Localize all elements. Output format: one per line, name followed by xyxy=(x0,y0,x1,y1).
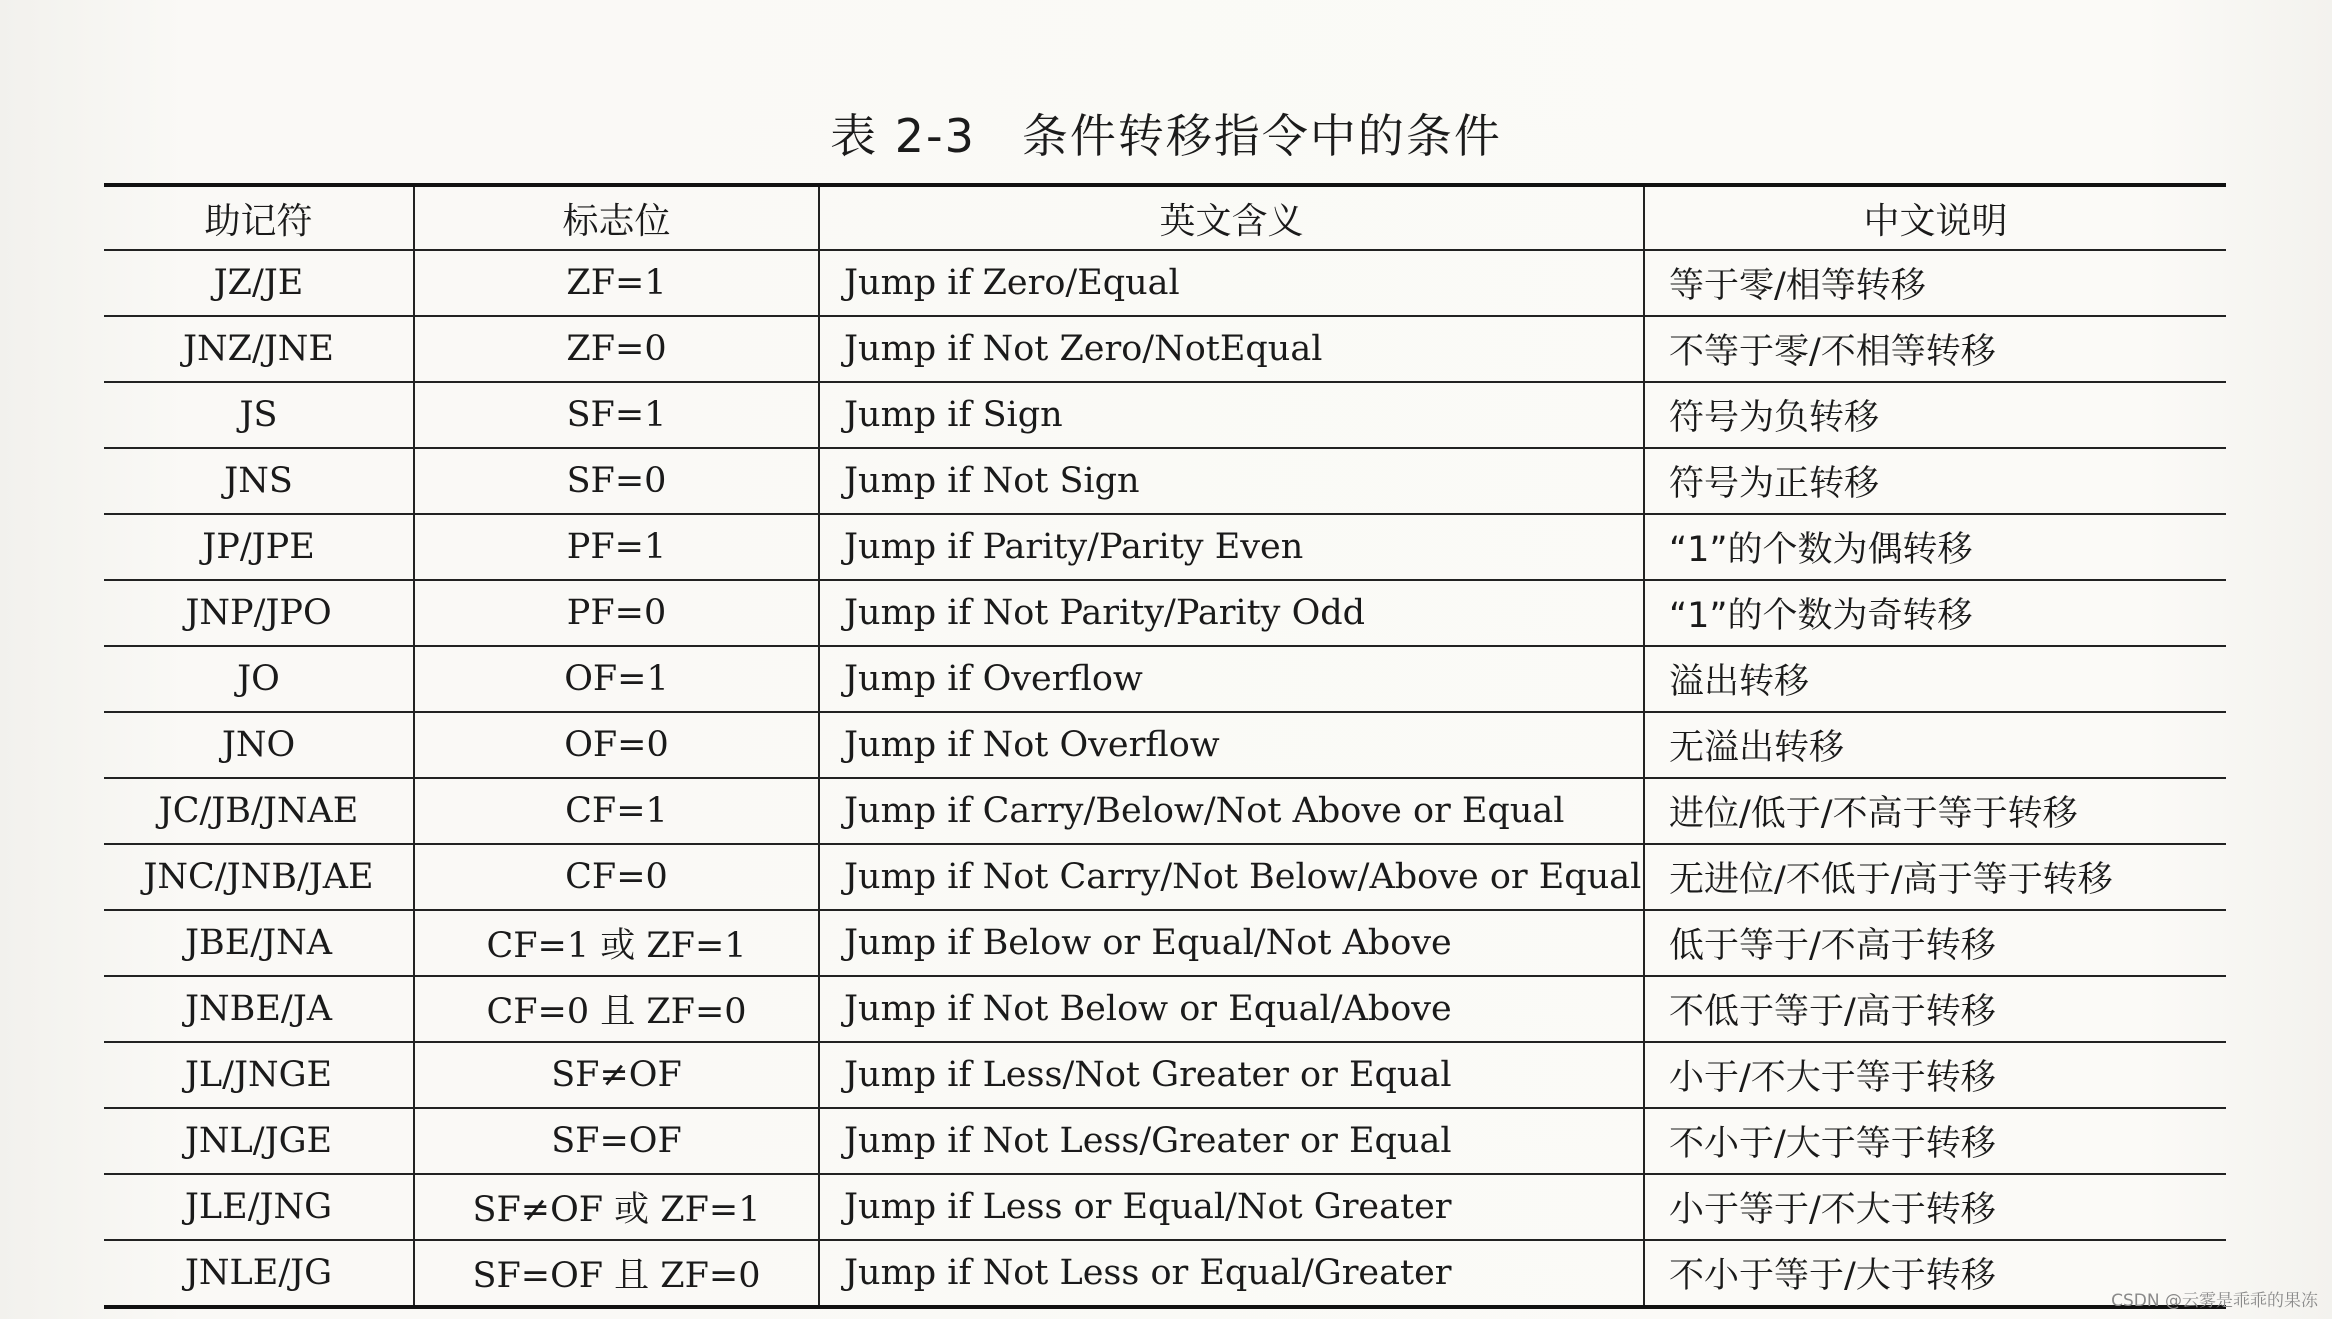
english-meaning-cell: Jump if Carry/Below/Not Above or Equal xyxy=(819,778,1644,844)
mnemonic-cell: JNZ/JNE xyxy=(104,316,414,382)
flag-cell: OF=1 xyxy=(414,646,819,712)
table-row xyxy=(104,382,2226,448)
watermark: CSDN @云雾是乖乖的果冻 xyxy=(2111,1291,2318,1311)
english-meaning-cell: Jump if Not Less/Greater or Equal xyxy=(819,1108,1644,1174)
table-row xyxy=(104,712,2226,778)
mnemonic-cell: JLE/JNG xyxy=(104,1174,414,1240)
table-title: 条件转移指令中的条件 xyxy=(1021,109,1502,163)
chinese-description-cell: 不小于/大于等于转移 xyxy=(1644,1108,2226,1174)
flag-cell: ZF=1 xyxy=(414,250,819,316)
header-flags: 标志位 xyxy=(414,185,819,250)
english-meaning-cell: Jump if Sign xyxy=(819,382,1644,448)
english-meaning-cell: Jump if Not Less or Equal/Greater xyxy=(819,1240,1644,1307)
english-meaning-cell: Jump if Zero/Equal xyxy=(819,250,1644,316)
english-meaning-cell: Jump if Parity/Parity Even xyxy=(819,514,1644,580)
chinese-description-cell: 无溢出转移 xyxy=(1644,712,2226,778)
flag-cell: PF=0 xyxy=(414,580,819,646)
english-meaning-cell: Jump if Not Overflow xyxy=(819,712,1644,778)
table-row xyxy=(104,976,2226,1042)
chinese-description-cell: 无进位/不低于/高于等于转移 xyxy=(1644,844,2226,910)
header-english-meaning: 英文含义 xyxy=(819,185,1644,250)
english-meaning-cell: Jump if Not Zero/NotEqual xyxy=(819,316,1644,382)
chinese-description-cell: “1”的个数为奇转移 xyxy=(1644,580,2226,646)
flag-cell: PF=1 xyxy=(414,514,819,580)
mnemonic-cell: JC/JB/JNAE xyxy=(104,778,414,844)
table-row xyxy=(104,448,2226,514)
english-meaning-cell: Jump if Less/Not Greater or Equal xyxy=(819,1042,1644,1108)
chinese-description-cell: 不小于等于/大于转移 xyxy=(1644,1240,2226,1307)
table-row xyxy=(104,778,2226,844)
mnemonic-cell: JS xyxy=(104,382,414,448)
table-row xyxy=(104,844,2226,910)
table-row xyxy=(104,1108,2226,1174)
english-meaning-cell: Jump if Less or Equal/Not Greater xyxy=(819,1174,1644,1240)
header-chinese-description: 中文说明 xyxy=(1644,185,2226,250)
table-row xyxy=(104,646,2226,712)
mnemonic-cell: JNS xyxy=(104,448,414,514)
table-row xyxy=(104,580,2226,646)
chinese-description-cell: 溢出转移 xyxy=(1644,646,2226,712)
flag-cell: CF=0 且 ZF=0 xyxy=(414,976,819,1042)
mnemonic-cell: JL/JNGE xyxy=(104,1042,414,1108)
table-number: 表 2-3 xyxy=(830,109,976,163)
mnemonic-cell: JNLE/JG xyxy=(104,1240,414,1307)
english-meaning-cell: Jump if Below or Equal/Not Above xyxy=(819,910,1644,976)
chinese-description-cell: 不等于零/不相等转移 xyxy=(1644,316,2226,382)
chinese-description-cell: 小于等于/不大于转移 xyxy=(1644,1174,2226,1240)
flag-cell: CF=0 xyxy=(414,844,819,910)
english-meaning-cell: Jump if Not Parity/Parity Odd xyxy=(819,580,1644,646)
flag-cell: OF=0 xyxy=(414,712,819,778)
english-meaning-cell: Jump if Not Carry/Not Below/Above or Equal xyxy=(819,844,1644,910)
table-row xyxy=(104,910,2226,976)
table-row xyxy=(104,1174,2226,1240)
chinese-description-cell: 等于零/相等转移 xyxy=(1644,250,2226,316)
header-mnemonic: 助记符 xyxy=(104,185,414,250)
flag-cell: CF=1 xyxy=(414,778,819,844)
flag-cell: SF=OF 且 ZF=0 xyxy=(414,1240,819,1307)
chinese-description-cell: 进位/低于/不高于等于转移 xyxy=(1644,778,2226,844)
flag-cell: SF≠OF 或 ZF=1 xyxy=(414,1174,819,1240)
mnemonic-cell: JBE/JNA xyxy=(104,910,414,976)
flag-cell: CF=1 或 ZF=1 xyxy=(414,910,819,976)
english-meaning-cell: Jump if Not Sign xyxy=(819,448,1644,514)
mnemonic-cell: JP/JPE xyxy=(104,514,414,580)
flag-cell: SF=OF xyxy=(414,1108,819,1174)
chinese-description-cell: 符号为正转移 xyxy=(1644,448,2226,514)
chinese-description-cell: “1”的个数为偶转移 xyxy=(1644,514,2226,580)
chinese-description-cell: 符号为负转移 xyxy=(1644,382,2226,448)
table-row xyxy=(104,316,2226,382)
table-row xyxy=(104,1240,2226,1307)
table-row xyxy=(104,1042,2226,1108)
mnemonic-cell: JZ/JE xyxy=(104,250,414,316)
flag-cell: SF=1 xyxy=(414,382,819,448)
mnemonic-cell: JO xyxy=(104,646,414,712)
mnemonic-cell: JNO xyxy=(104,712,414,778)
mnemonic-cell: JNBE/JA xyxy=(104,976,414,1042)
flag-cell: SF≠OF xyxy=(414,1042,819,1108)
chinese-description-cell: 不低于等于/高于转移 xyxy=(1644,976,2226,1042)
english-meaning-cell: Jump if Overflow xyxy=(819,646,1644,712)
table-row xyxy=(104,250,2226,316)
mnemonic-cell: JNC/JNB/JAE xyxy=(104,844,414,910)
chinese-description-cell: 低于等于/不高于转移 xyxy=(1644,910,2226,976)
english-meaning-cell: Jump if Not Below or Equal/Above xyxy=(819,976,1644,1042)
chinese-description-cell: 小于/不大于等于转移 xyxy=(1644,1042,2226,1108)
table-row xyxy=(104,514,2226,580)
flag-cell: SF=0 xyxy=(414,448,819,514)
table-header-row xyxy=(104,185,2226,250)
mnemonic-cell: JNL/JGE xyxy=(104,1108,414,1174)
flag-cell: ZF=0 xyxy=(414,316,819,382)
mnemonic-cell: JNP/JPO xyxy=(104,580,414,646)
conditional-jump-table xyxy=(104,183,2226,1309)
table-caption xyxy=(0,100,2332,166)
